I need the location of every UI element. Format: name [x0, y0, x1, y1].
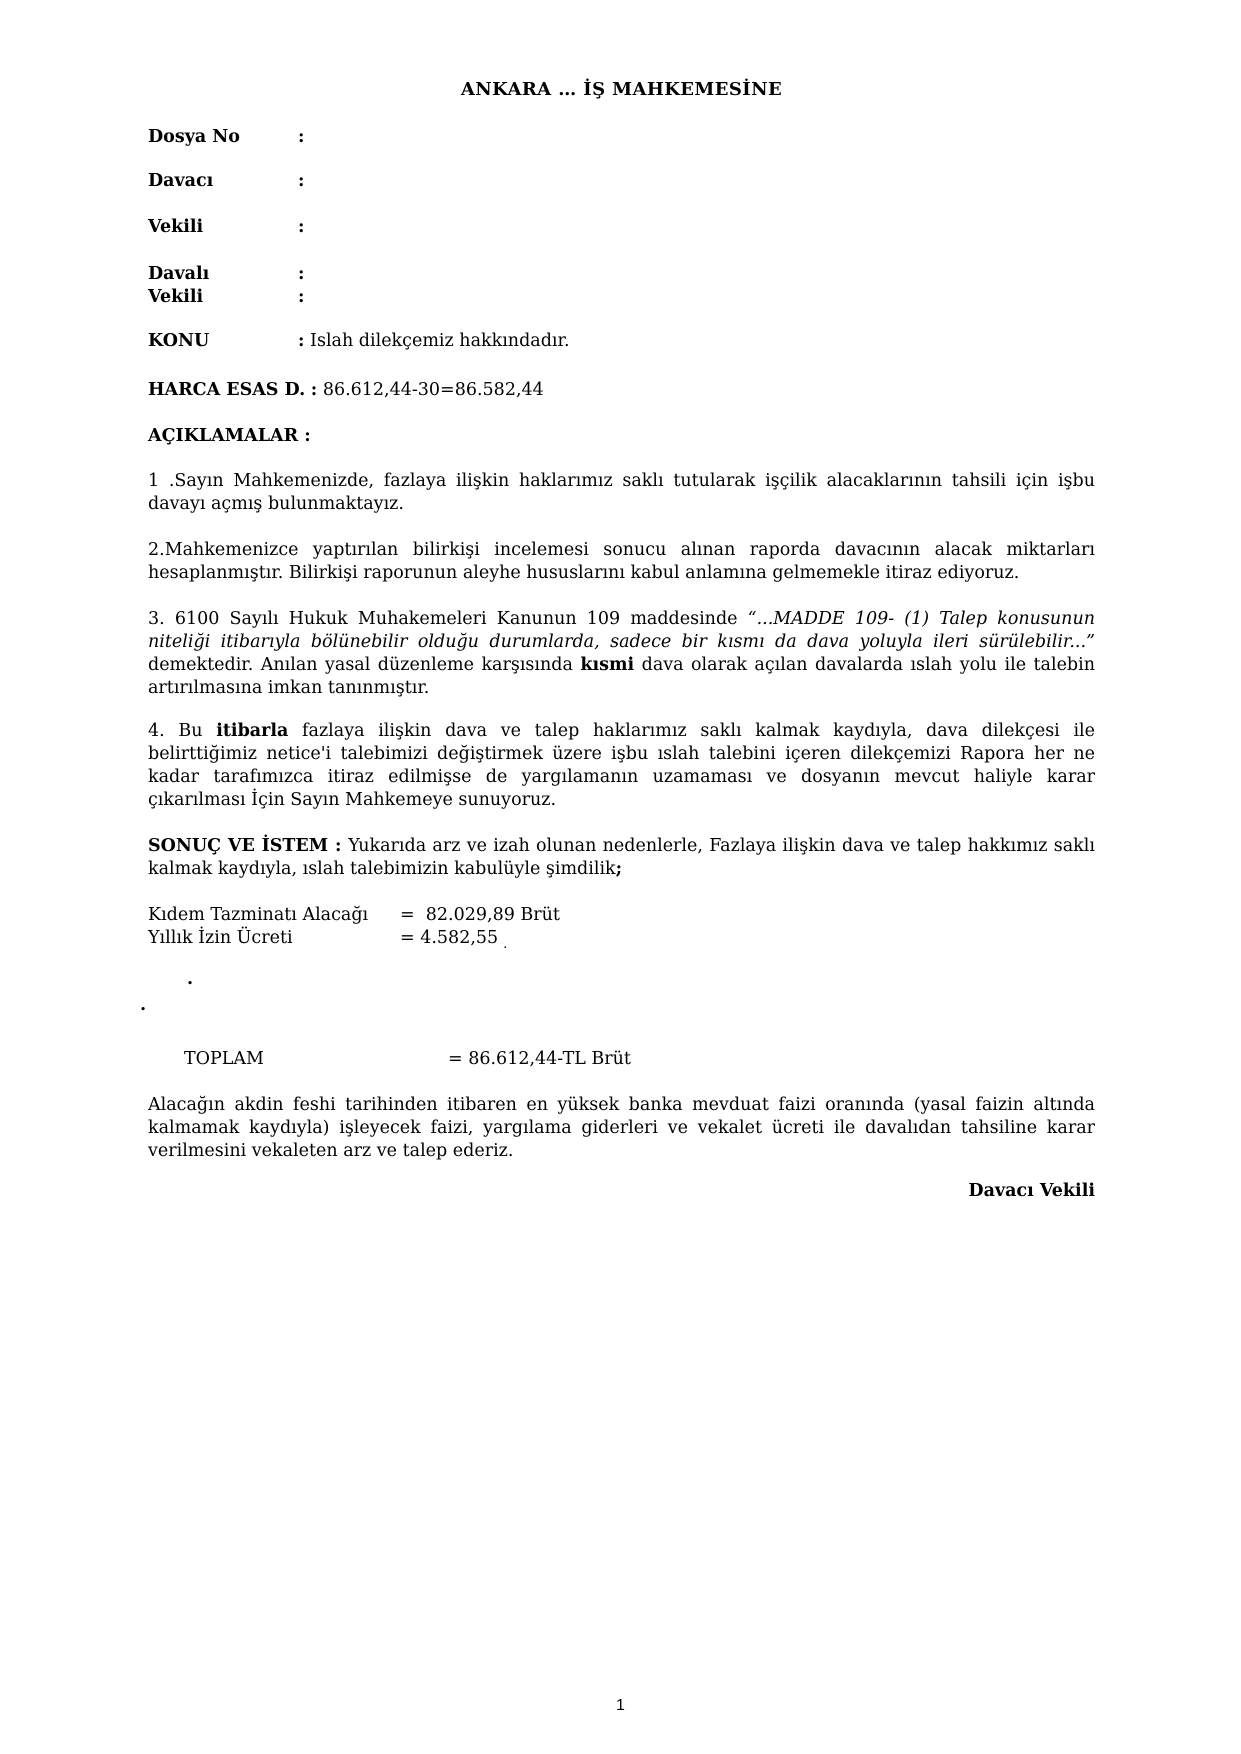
sonuc-ve-istem [148, 835, 1095, 881]
stray-dot: . [187, 969, 194, 989]
page-number: 1 [616, 1697, 625, 1714]
sonuc-label: SONUÇ VE İSTEM [148, 836, 329, 856]
field-label-vekili: Vekili [148, 217, 204, 237]
closing-paragraph: Alacağın akdin feshi tarihinden itibaren en yüksek banka mevduat faizi oranında (yasal faizin altında kalmamak kaydıyla) işleyecek faizi, yargılama giderleri ve vekalet ücreti ile davalıdan tahsiline karar verilmesini vekaleten arz ve talep ederiz. [148, 1095, 1095, 1161]
field-label-davaci: Davacı [148, 171, 214, 191]
field-label-dosya-no: Dosya No [148, 127, 240, 147]
claim-row-kidem [148, 904, 560, 927]
sonuc-text: Yukarıda arz ve izah olunan nedenlerle, Fazlaya ilişkin dava ve talep hakkımız saklı kalmak kaydıyla, ıslah talebimizin kabulüyle şimdilik [148, 836, 1095, 879]
harca-label: HARCA ESAS D. [148, 380, 306, 400]
konu-value: Islah dilekçemiz hakkındadır. [310, 331, 570, 351]
paragraph-3-text: 3. 6100 Sayılı Hukuk Muhakemeleri Kanunun 109 maddesinde [148, 609, 748, 629]
harca-row [148, 379, 544, 402]
stray-dot: . [140, 995, 147, 1015]
field-label-davali: Davalı [148, 264, 210, 284]
field-label-konu: KONU [148, 331, 210, 351]
paragraph-3-text: dava olarak açılan davalarda ıslah yolu ile talebin artırılmasına imkan tanınmıştır. [148, 655, 1095, 698]
harca-value: 86.612,44-30=86.582,44 [322, 380, 544, 400]
field-colon: : [298, 217, 305, 237]
document-content [140, 0, 1096, 1754]
field-label-vekili-2: Vekili [148, 287, 204, 307]
field-row-davaci [148, 170, 304, 193]
paragraph-4-bold-itibarla: itibarla [216, 721, 289, 741]
paragraph-1: 1 .Sayın Mahkemenizde, fazlaya ilişkin haklarımız saklı tutularak işçilik alacaklarının tahsili için işbu davayı açmış bulunmaktayız. [148, 471, 1095, 514]
harca-colon: : [310, 380, 318, 400]
total-row [148, 1048, 631, 1071]
field-colon: : [298, 264, 305, 284]
paragraph-3-quote: “...MADDE 109- (1) Talep konusunun niteliği itibarıyla bölünebilir olduğu durumlarda, sadece bir kısmı da dava yoluyla ileri sürülebilir...” [148, 609, 1095, 652]
sonuc-end: ; [615, 859, 623, 879]
field-colon: : [298, 127, 305, 147]
claim-amount: = 82.029,89 Brüt [400, 905, 560, 925]
signature-davaci-vekili: Davacı Vekili [968, 1181, 1095, 1201]
field-row-konu [148, 330, 570, 353]
field-row-davali [148, 263, 304, 286]
field-row-dosya-no [148, 126, 304, 149]
field-colon: : [298, 171, 305, 191]
paragraph-4-text: 4. Bu [148, 721, 217, 741]
paragraph-2: 2.Mahkemenizce yaptırılan bilirkişi incelemesi sonucu alınan raporda davacının alacak miktarları hesaplanmıştır. Bilirkişi raporunun aleyhe hususlarını kabul anlamına gelmemekle itiraz ediyoruz. [148, 540, 1095, 583]
aciklamalar-heading: AÇIKLAMALAR : [148, 426, 311, 446]
total-amount: = 86.612,44-TL Brüt [448, 1049, 631, 1069]
paragraph-4-text: fazlaya ilişkin dava ve talep haklarımız saklı kalmak kaydıyla, dava dilekçesi ile belirttiğimiz netice'i talebimizi değiştirmek üzere işbu ıslah talebini içeren dilekçemizi Rapora her ne kadar tarafımızca itiraz edilmişse de yargılamanın uzamaması ve dosyanın mevcut haliyle karar çıkarılması İçin Sayın Mahkemeye sunuyoruz. [148, 721, 1096, 810]
claim-name: Yıllık İzin Ücreti [148, 928, 293, 948]
paragraph-3 [148, 608, 1095, 700]
field-colon: : [298, 287, 305, 307]
paragraph-3-bold-kismi: kısmi [580, 655, 635, 675]
claim-row-yillik-izin [148, 927, 507, 956]
sonuc-colon: : [328, 836, 349, 856]
court-title: ANKARA … İŞ MAHKEMESİNE [460, 79, 783, 100]
claim-name: Kıdem Tazminatı Alacağı [148, 905, 369, 925]
paragraph-3-text: demektedir. Anılan yasal düzenleme karşısında [148, 655, 581, 675]
trailing-dot: . [503, 937, 508, 952]
field-row-vekili [148, 216, 304, 239]
total-label: TOPLAM [184, 1049, 264, 1069]
field-colon: : [298, 331, 305, 351]
claim-amount: = 4.582,55 [400, 928, 499, 948]
field-row-vekili-2 [148, 286, 304, 309]
paragraph-4 [148, 720, 1095, 812]
